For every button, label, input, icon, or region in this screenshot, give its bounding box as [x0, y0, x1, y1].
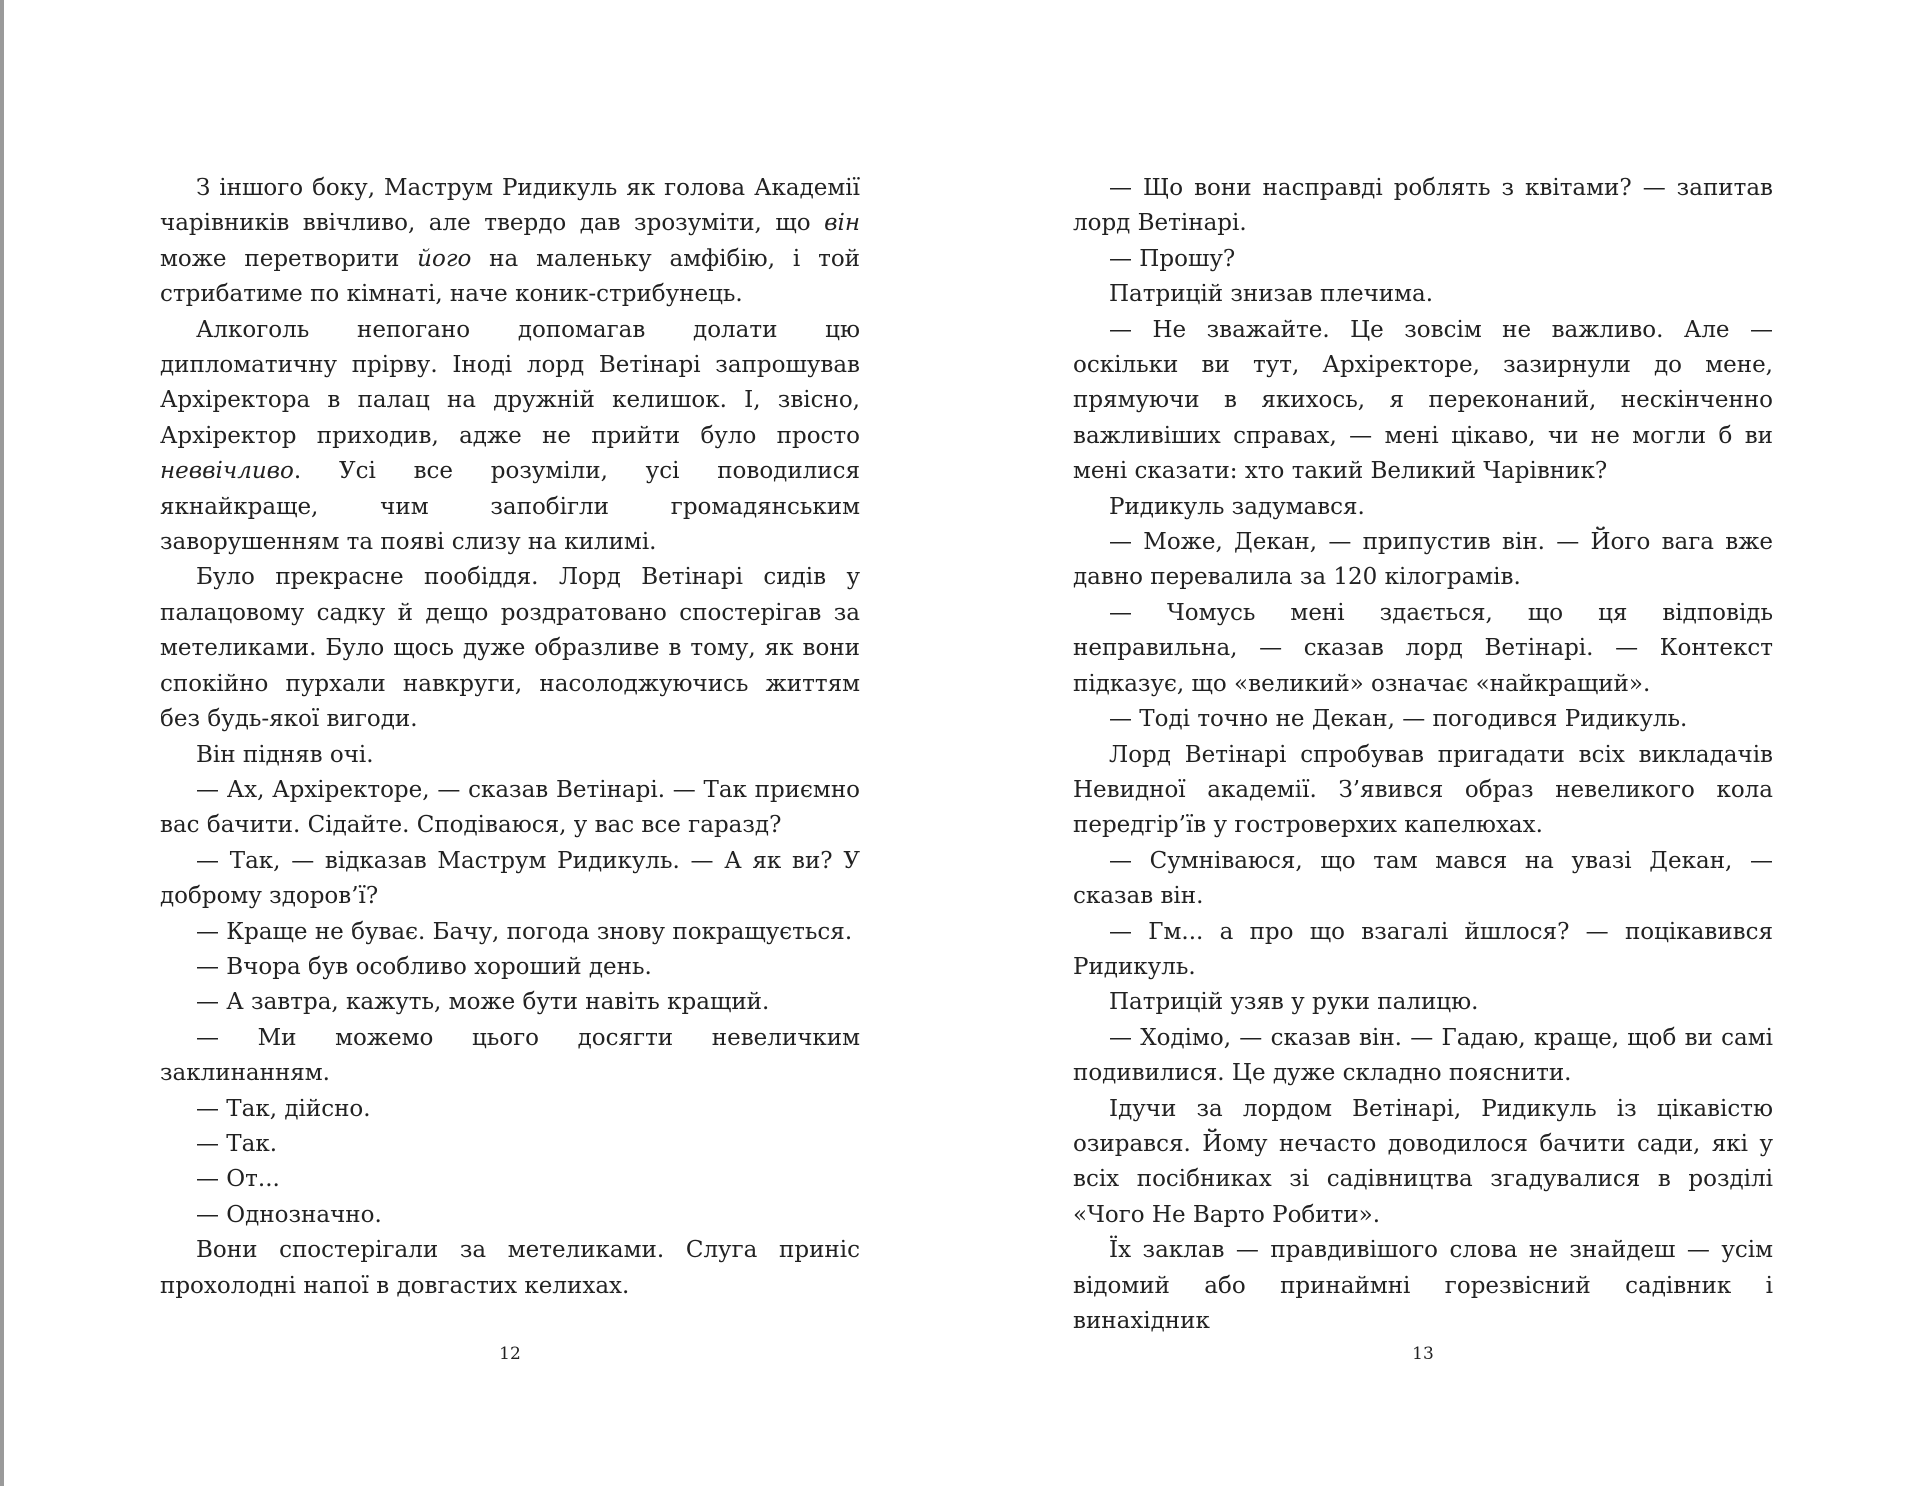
paragraph: Вони спостерігали за метеликами. Слуга приніс прохолодні напої в довгастих келихах.	[160, 1237, 860, 1299]
paragraph: Їх заклав — правдивішого слова не знайдеш — усім відомий або принаймні горезвісний садівник і винахідник	[1073, 1237, 1773, 1334]
paragraph: — Прошу?	[1109, 245, 1236, 272]
scan-edge	[0, 0, 4, 1486]
italic-emphasis: його	[417, 245, 472, 272]
paragraph: — А завтра, кажуть, може бути навіть кращий.	[196, 989, 770, 1016]
paragraph: — Ходімо, — сказав він. — Гадаю, краще, щоб ви самі подивилися. Це дуже складно пояснити.	[1073, 1024, 1773, 1087]
paragraph: — Що вони насправді роблять з квітами? — запитав лорд Ветінарі.	[1073, 175, 1773, 237]
paragraph: — Може, Декан, — припустив він. — Його вага вже давно перевалила за 120 кілограмів.	[1073, 529, 1773, 591]
paragraph: Алкоголь непогано допомагав долати цю дипломатичну прірву. Іноді лорд Ветінарі запрошував Архіректора в палац на дружній келишок. І, звісно, Архіректор приходив, адже не прийти було просто неввічливо. Усі все розуміли, усі поводилися якнайкраще, чим запобігли громадянським заворушенням та появі слизу на килимі.	[160, 316, 860, 556]
paragraph: — От...	[196, 1166, 280, 1193]
right-page-text	[1073, 171, 1773, 1339]
paragraph: — Так, дійсно.	[196, 1095, 371, 1122]
paragraph: — Сумніваюся, що там мався на увазі Декан, — сказав він.	[1073, 847, 1773, 910]
paragraph: З іншого боку, Мaструм Ридикуль як голова Академії чарівників ввічливо, але твердо дав зрозуміти, що він може перетворити його на маленьку амфібію, і той стрибатиме по кімнаті, наче коник-стрибунець.	[160, 175, 861, 308]
page-number-right: 13	[1412, 1344, 1434, 1364]
italic-emphasis: він	[824, 210, 860, 237]
paragraph: Патрицій знизав плечима.	[1109, 281, 1434, 308]
page-number-left: 12	[499, 1344, 521, 1364]
paragraph: — Ах, Архіректоре, — сказав Ветінарі. — Так приємно вас бачити. Сідайте. Сподіваюся, у вас все гаразд?	[160, 776, 860, 839]
paragraph: — Тоді точно не Декан, — погодився Ридикуль.	[1109, 706, 1688, 733]
paragraph: — Не зважайте. Це зовсім не важливо. Але — оскільки ви тут, Архіректоре, зазирнули до мене, прямуючи в якихось, я переконаний, нескінченно важливіших справах, — мені цікаво, чи не могли б ви мені сказати: хто такий Великий Чарівник?	[1073, 316, 1773, 485]
paragraph: — Гм... а про що взагалі йшлося? — поцікавився Ридикуль.	[1073, 918, 1773, 980]
paragraph: — Так.	[196, 1130, 278, 1157]
paragraph: Було прекрасне пообіддя. Лорд Ветінарі сидів у палацовому садку й дещо роздратовано спостерігав за метеликами. Було щось дуже образливе в тому, як вони спокійно пурхали навкруги, насолоджуючись життям без будь-якої вигоди.	[160, 564, 860, 733]
paragraph: — Ми можемо цього досягти невеличким заклинанням.	[160, 1024, 860, 1087]
paragraph: — Так, — відказав Мaструм Ридикуль. — А як ви? У доброму здоров’ї?	[160, 847, 860, 910]
paragraph: Лорд Ветінарі спробував пригадати всіх викладачів Невидної академії. З’явився образ невеликого кола передгір’їв у гостроверхих капелюхах.	[1073, 741, 1773, 839]
paragraph: — Чомусь мені здається, що ця відповідь неправильна, — сказав лорд Ветінарі. — Контекст підказує, що «великий» означає «найкращий».	[1073, 599, 1773, 697]
italic-emphasis: неввічливо	[160, 458, 294, 485]
paragraph: — Вчора був особливо хороший день.	[196, 953, 652, 980]
paragraph: — Однозначно.	[196, 1201, 382, 1228]
paragraph: Ідучи за лордом Ветінарі, Ридикуль із цікавістю озирався. Йому нечасто доводилося бачити сади, які у всіх посібниках зі садівництва згадувалися в розділі «Чого Не Варто Робити».	[1073, 1095, 1773, 1228]
left-page-text	[160, 171, 860, 1304]
paragraph: — Краще не буває. Бачу, погода знову покращується.	[196, 918, 853, 945]
paragraph: Він підняв очі.	[196, 741, 374, 768]
paragraph: Ридикуль задумався.	[1109, 493, 1365, 520]
paragraph: Патрицій узяв у руки палицю.	[1109, 989, 1479, 1016]
